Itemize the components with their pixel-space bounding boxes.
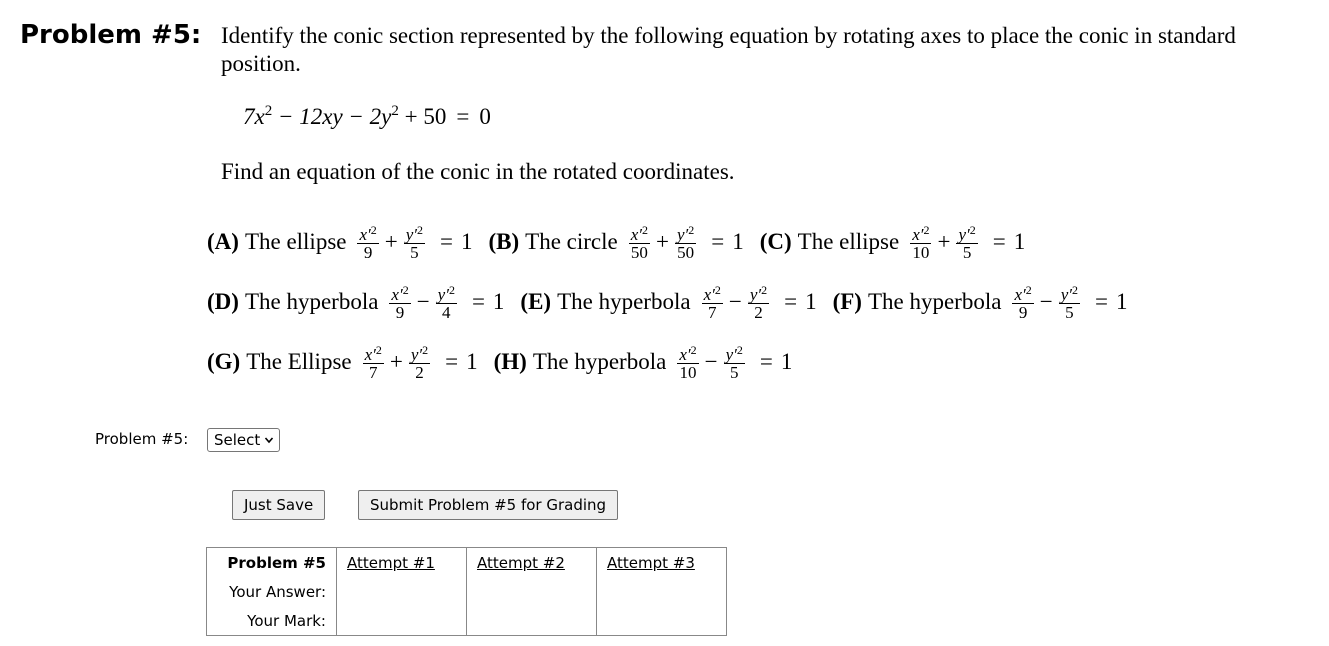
answer-cell — [337, 577, 467, 606]
option-name: The ellipse — [244, 228, 347, 254]
equation-term-1: 7x — [243, 104, 265, 129]
chevron-down-icon — [264, 435, 274, 445]
attempt-3-link[interactable]: Attempt #3 — [607, 553, 695, 572]
attempt-1-link[interactable]: Attempt #1 — [347, 553, 435, 572]
mark-cell — [337, 606, 467, 636]
option-rhs: 1 — [732, 228, 744, 254]
find-instruction: Find an equation of the conic in the rotated coordinates. — [221, 159, 735, 184]
fraction-x: $\frac{x'^2}{10}$ — [679, 343, 697, 382]
fraction-y: $\frac{y'^2}{5}$ — [1060, 283, 1078, 322]
options-row-3 — [207, 342, 808, 381]
option-e — [520, 282, 816, 321]
fraction-x: $\frac{x'^2}{9}$ — [1014, 283, 1032, 322]
option-equals: = — [471, 288, 485, 314]
equation-term-3: + 50 — [398, 104, 447, 129]
option-d — [207, 282, 504, 321]
option-equals: = — [1094, 288, 1108, 314]
option-label: (D) — [207, 288, 239, 314]
option-label: (F) — [832, 288, 862, 314]
option-f — [833, 282, 1128, 321]
option-operator: − — [1039, 288, 1053, 314]
equation-rhs: 0 — [479, 104, 491, 129]
attempt-2-link[interactable]: Attempt #2 — [477, 553, 565, 572]
answer-select-label: Problem #5: — [95, 430, 189, 448]
problem-heading: Problem #5: — [20, 20, 202, 50]
your-mark-label: Your Mark: — [207, 606, 337, 636]
option-rhs: 1 — [805, 288, 817, 314]
option-name: The hyperbola — [867, 288, 1002, 314]
just-save-button[interactable]: Just Save — [232, 490, 325, 520]
option-operator: + — [389, 348, 403, 374]
fraction-y: $\frac{y'^2}{50}$ — [676, 223, 695, 262]
option-operator: − — [704, 348, 718, 374]
fraction-x: $\frac{x'^2}{9}$ — [359, 223, 377, 262]
option-rhs: 1 — [460, 228, 473, 254]
option-name: The Ellipse — [246, 348, 352, 374]
option-equals: = — [445, 348, 459, 374]
option-label: (G) — [207, 348, 241, 374]
option-b — [488, 222, 743, 261]
option-name: The hyperbola — [557, 288, 691, 314]
submit-grading-button[interactable]: Submit Problem #5 for Grading — [358, 490, 618, 520]
fraction-y: $\frac{y'^2}{2}$ — [749, 283, 768, 322]
option-equals: = — [759, 348, 773, 374]
attempt-3-cell — [597, 548, 727, 578]
fraction-x: $\frac{x'^2}{10}$ — [912, 223, 930, 262]
your-answer-row — [207, 577, 727, 606]
option-equals: = — [992, 228, 1006, 254]
option-rhs: 1 — [466, 348, 478, 374]
problem-question: Identify the conic section represented by the following equation by rotating axes to place the conic in standard position. — [221, 23, 1236, 76]
fraction-y: $\frac{y'^2}{2}$ — [410, 343, 429, 382]
option-operator: + — [937, 228, 951, 254]
option-rhs: 1 — [780, 348, 793, 374]
conic-equation — [243, 103, 491, 130]
mark-cell — [597, 606, 727, 636]
option-equals: = — [784, 288, 798, 314]
option-name: The hyperbola — [244, 288, 379, 314]
option-h — [494, 342, 793, 381]
option-c — [760, 222, 1025, 261]
attempts-title: Problem #5 — [207, 548, 337, 578]
equation-exponent-2: 2 — [391, 103, 399, 119]
fraction-y: $\frac{y'^2}{4}$ — [437, 283, 455, 322]
option-label: (E) — [520, 288, 552, 314]
answer-cell — [467, 577, 597, 606]
attempts-table — [206, 547, 727, 636]
option-name: The circle — [525, 228, 618, 254]
option-operator: + — [656, 228, 669, 254]
fraction-x: $\frac{x'^2}{9}$ — [391, 283, 409, 322]
attempt-2-cell — [467, 548, 597, 578]
attempt-1-cell — [337, 548, 467, 578]
fraction-x: $\frac{x'^2}{7}$ — [703, 283, 721, 322]
option-rhs: 1 — [1013, 228, 1026, 254]
option-operator: − — [416, 288, 430, 314]
option-equals: = — [440, 228, 453, 254]
option-label: (C) — [759, 228, 792, 254]
option-operator: − — [728, 288, 742, 314]
option-g — [207, 342, 478, 381]
your-answer-label: Your Answer: — [207, 577, 337, 606]
fraction-y: $\frac{y'^2}{5}$ — [725, 343, 743, 382]
answer-select[interactable] — [207, 428, 280, 452]
fraction-x: $\frac{x'^2}{50}$ — [630, 223, 648, 262]
equation-exponent-1: 2 — [264, 103, 273, 119]
option-name: The hyperbola — [532, 348, 667, 374]
options-row-1 — [207, 222, 1041, 261]
fraction-x: $\frac{x'^2}{7}$ — [364, 343, 382, 382]
option-operator: + — [384, 228, 398, 254]
answer-cell — [597, 577, 727, 606]
fraction-y: $\frac{y'^2}{5}$ — [405, 223, 423, 262]
equation-term-2: − 12xy − 2y — [272, 104, 392, 129]
your-mark-row — [207, 606, 727, 636]
option-rhs: 1 — [492, 288, 505, 314]
answer-select-value: Select — [214, 431, 261, 449]
option-label: (A) — [207, 228, 239, 254]
attempts-header-row — [207, 548, 727, 578]
option-label: (H) — [493, 348, 527, 374]
fraction-y: $\frac{y'^2}{5}$ — [958, 223, 976, 262]
option-equals: = — [711, 228, 725, 254]
option-label: (B) — [488, 228, 520, 254]
option-name: The ellipse — [797, 228, 900, 254]
equation-equals: = — [456, 104, 470, 129]
mark-cell — [467, 606, 597, 636]
option-rhs: 1 — [1115, 288, 1128, 314]
option-a — [207, 222, 472, 261]
options-row-2 — [207, 282, 1143, 321]
